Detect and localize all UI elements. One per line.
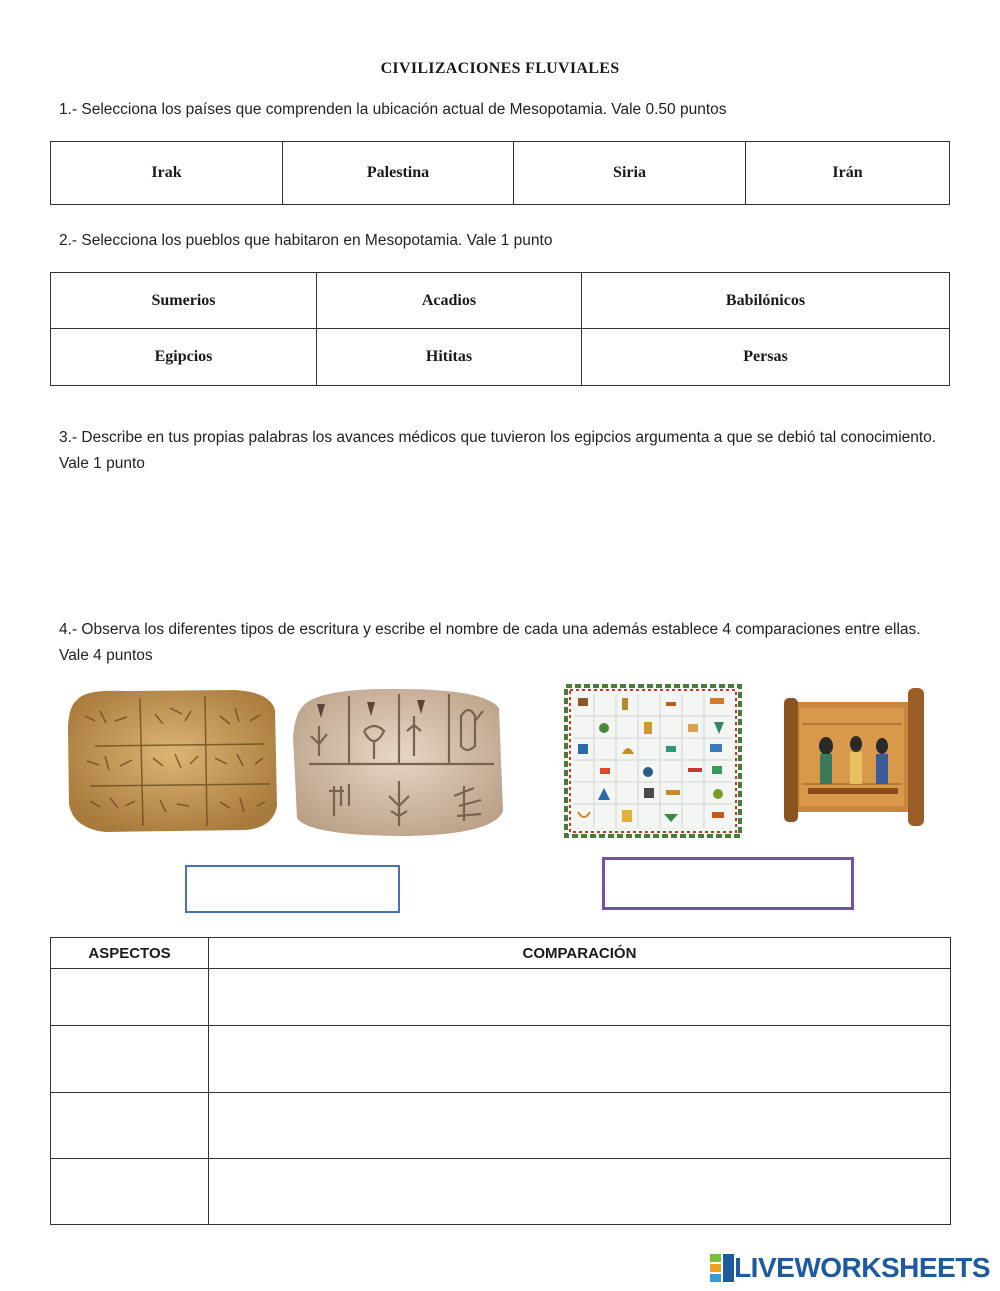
q1-option-siria[interactable]: Siria — [514, 142, 746, 205]
header-aspectos: ASPECTOS — [51, 938, 209, 969]
aspect-cell-1[interactable] — [51, 969, 209, 1026]
liveworksheets-logo — [710, 1252, 990, 1284]
aspect-cell-4[interactable] — [51, 1159, 209, 1225]
q1-option-palestina[interactable]: Palestina — [283, 142, 514, 205]
hieroglyph-alphabet-image — [564, 684, 742, 838]
comparison-cell-3[interactable] — [209, 1093, 951, 1159]
q2-option-babilonicos[interactable]: Babilónicos — [582, 273, 950, 329]
header-comparacion: COMPARACIÓN — [209, 938, 951, 969]
cuneiform-tablet-image — [65, 686, 280, 834]
q1-option-irak[interactable]: Irak — [51, 142, 283, 205]
q3-answer-area[interactable] — [59, 485, 939, 605]
question-4-text: 4.- Observa los diferentes tipos de escritura y escribe el nombre de cada una además establece 4 comparaciones entre ellas. Vale 4 puntos — [59, 621, 921, 664]
q2-option-persas[interactable]: Persas — [582, 329, 950, 386]
writing-name-input-1[interactable] — [185, 865, 400, 913]
comparison-cell-2[interactable] — [209, 1026, 951, 1093]
comparison-table — [50, 937, 951, 1225]
q2-options-table — [50, 272, 950, 386]
q2-option-sumerios[interactable]: Sumerios — [51, 273, 317, 329]
question-3-text: 3.- Describe en tus propias palabras los avances médicos que tuvieron los egipcios argumenta a que se debió tal conocimiento. Vale 1 punto — [59, 429, 937, 472]
q1-option-iran[interactable]: Irán — [746, 142, 950, 205]
q2-option-acadios[interactable]: Acadios — [317, 273, 582, 329]
question-1-text: 1.- Selecciona los países que comprenden la ubicación actual de Mesopotamia. Vale 0.50 puntos — [59, 101, 727, 118]
aspect-cell-2[interactable] — [51, 1026, 209, 1093]
liveworksheets-wordmark: LIVEWORKSHEETS — [734, 1252, 990, 1283]
comparison-cell-1[interactable] — [209, 969, 951, 1026]
liveworksheets-icon — [710, 1254, 734, 1282]
q1-options-table — [50, 141, 950, 205]
aspect-cell-3[interactable] — [51, 1093, 209, 1159]
q2-option-egipcios[interactable]: Egipcios — [51, 329, 317, 386]
writing-name-input-2[interactable] — [602, 857, 854, 910]
comparison-cell-4[interactable] — [209, 1159, 951, 1225]
pictographic-tablet-image — [289, 686, 507, 838]
q2-option-hititas[interactable]: Hititas — [317, 329, 582, 386]
question-2-text: 2.- Selecciona los pueblos que habitaron en Mesopotamia. Vale 1 punto — [59, 232, 553, 249]
page-title: CIVILIZACIONES FLUVIALES — [380, 60, 620, 77]
papyrus-scroll-image — [778, 684, 930, 830]
